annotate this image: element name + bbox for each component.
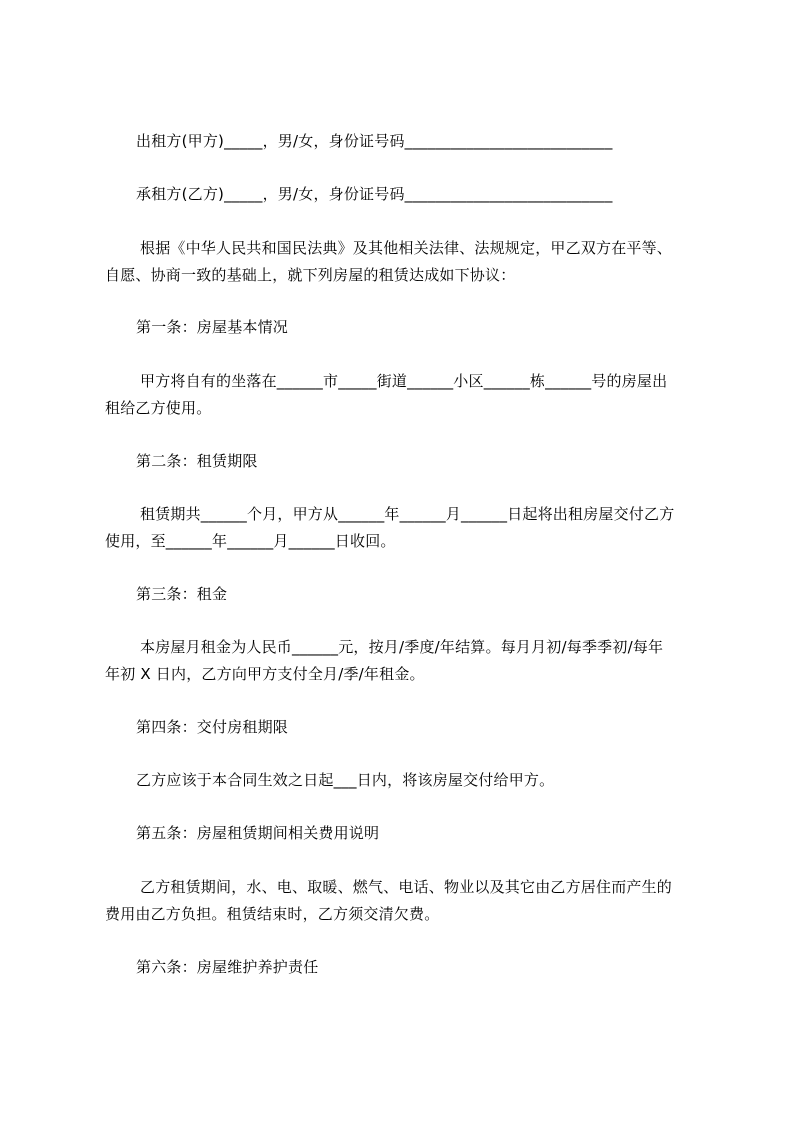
article-3-heading: 第三条：租金 <box>136 585 228 603</box>
article-4-line-1: 乙方应该于本合同生效之日起___日内，将该房屋交付给甲方。 <box>136 771 555 789</box>
article-2-line-1: 租赁期共______个月，甲方从______年______月______日起将出租房屋交付乙方 <box>140 505 675 523</box>
article-5-line-2: 费用由乙方负担。租赁结束时，乙方须交清欠费。 <box>105 905 440 923</box>
lessor-line: 出租方(甲方)_____，男/女，身份证号码___________________________ <box>136 132 613 150</box>
article-2-heading: 第二条：租赁期限 <box>136 452 258 470</box>
article-3-line-1: 本房屋月租金为人民币______元，按月/季度/年结算。每月月初/每季季初/每年 <box>140 638 664 656</box>
preamble-line-2: 自愿、协商一致的基础上，就下列房屋的租赁达成如下协议： <box>105 266 516 284</box>
article-1-heading: 第一条：房屋基本情况 <box>136 318 289 336</box>
lessee-line: 承租方(乙方)_____，男/女，身份证号码___________________________ <box>136 185 613 203</box>
article-5-heading: 第五条：房屋租赁期间相关费用说明 <box>136 824 380 842</box>
preamble-line-1: 根据《中华人民共和国民法典》及其他相关法律、法规规定，甲乙双方在平等、 <box>140 239 673 257</box>
article-6-heading: 第六条：房屋维护养护责任 <box>136 958 319 976</box>
article-1-line-2: 租给乙方使用。 <box>105 399 212 417</box>
article-4-heading: 第四条：交付房租期限 <box>136 718 289 736</box>
article-5-line-1: 乙方租赁期间，水、电、取暖、燃气、电话、物业以及其它由乙方居住而产生的 <box>140 878 673 896</box>
article-3-line-2: 年初 X 日内，乙方向甲方支付全月/季/年租金。 <box>105 665 425 683</box>
article-2-line-2: 使用，至______年______月______日收回。 <box>105 532 396 550</box>
article-1-line-1: 甲方将自有的坐落在______市_____街道______小区______栋______号的房屋出 <box>140 372 668 390</box>
